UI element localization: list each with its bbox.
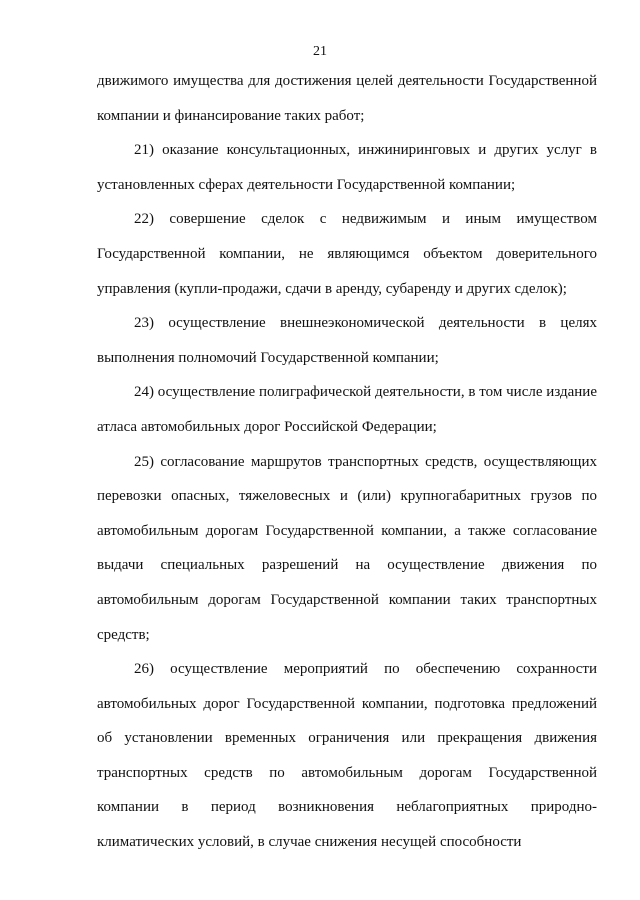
- document-body: [97, 64, 597, 860]
- page-number: 21: [313, 44, 327, 59]
- paragraph-item-26: 26) осуществление мероприятий по обеспечению сохранности автомобильных дорог Государственной компании, подготовка предложений об установлении временных ограничения или прекращения движения транспортных средств по автомобильным дорогам Государственной компании в период возникновения неблагоприятных природно-климатических условий, в случае снижения несущей способности: [97, 661, 597, 851]
- paragraph-item-22: 22) совершение сделок с недвижимым и иным имуществом Государственной компании, не являющимся объектом доверительного управления (купли-продажи, сдачи в аренду, субаренду и других сделок);: [97, 211, 597, 297]
- paragraph-item-25: 25) согласование маршрутов транспортных средств, осуществляющих перевозки опасных, тяжеловесных и (или) крупногабаритных грузов по автомобильным дорогам Государственной компании, а также согласование выдачи специальных разрешений на осуществление движения по автомобильным дорогам Государственной компании таких транспортных средств;: [97, 453, 597, 643]
- paragraph-item-21: 21) оказание консультационных, инжиниринговых и других услуг в установленных сферах деятельности Государственной компании;: [97, 142, 597, 193]
- paragraph-item-23: 23) осуществление внешнеэкономической деятельности в целях выполнения полномочий Государственной компании;: [97, 315, 597, 366]
- paragraph-continuation: движимого имущества для достижения целей деятельности Государственной компании и финансирование таких работ;: [97, 73, 597, 124]
- paragraph-item-24: 24) осуществление полиграфической деятельности, в том числе издание атласа автомобильных дорог Российской Федерации;: [97, 384, 597, 435]
